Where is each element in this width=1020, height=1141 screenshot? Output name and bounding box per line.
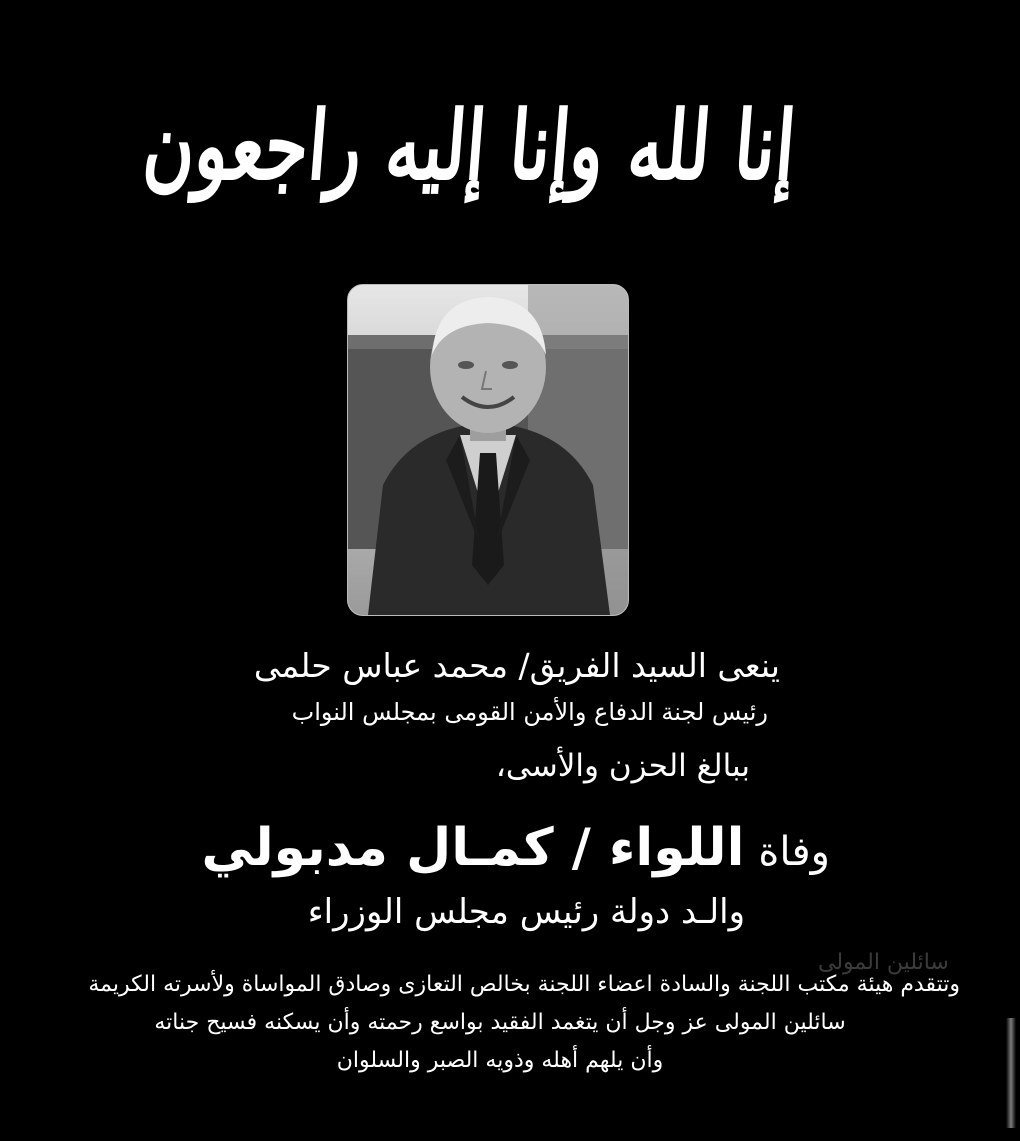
death-word: وفاة [758,829,830,875]
announcer-title-line: رئيس لجنة الدفاع والأمن القومى بمجلس النواب [291,698,768,726]
calligraphy-text: إنا لله وإنا إليه راجعون [140,88,800,202]
deceased-name: اللواء / كمـال مدبولي [201,818,745,878]
condolence-line-2: سائلين المولى عز وجل أن يتغمد الفقيد بواسع رحمته وأن يسكنه فسيح جناته [154,1010,846,1035]
deceased-line [202,818,831,878]
portrait-photo [347,284,629,616]
condolence-paragraph [40,966,960,1080]
condolence-line-3: وأن يلهم أهله وذويه الصبر والسلوان [336,1048,664,1073]
grief-line: ببالغ الحزن والأسى، [495,748,750,784]
ghost-text: سائلين المولى [818,950,949,975]
quran-calligraphy-header [140,40,800,250]
relation-line: والـد دولة رئيس مجلس الوزراء [307,892,745,932]
announcer-line: ينعى السيد الفريق/ محمد عباس حلمى [253,646,780,685]
portrait-illustration [348,285,628,615]
edge-artifact [1006,1018,1016,1128]
condolence-line-1: وتتقدم هيئة مكتب اللجنة والسادة اعضاء اللجنة بخالص التعازى وصادق المواساة ولأسرته الكريمة [88,972,960,997]
